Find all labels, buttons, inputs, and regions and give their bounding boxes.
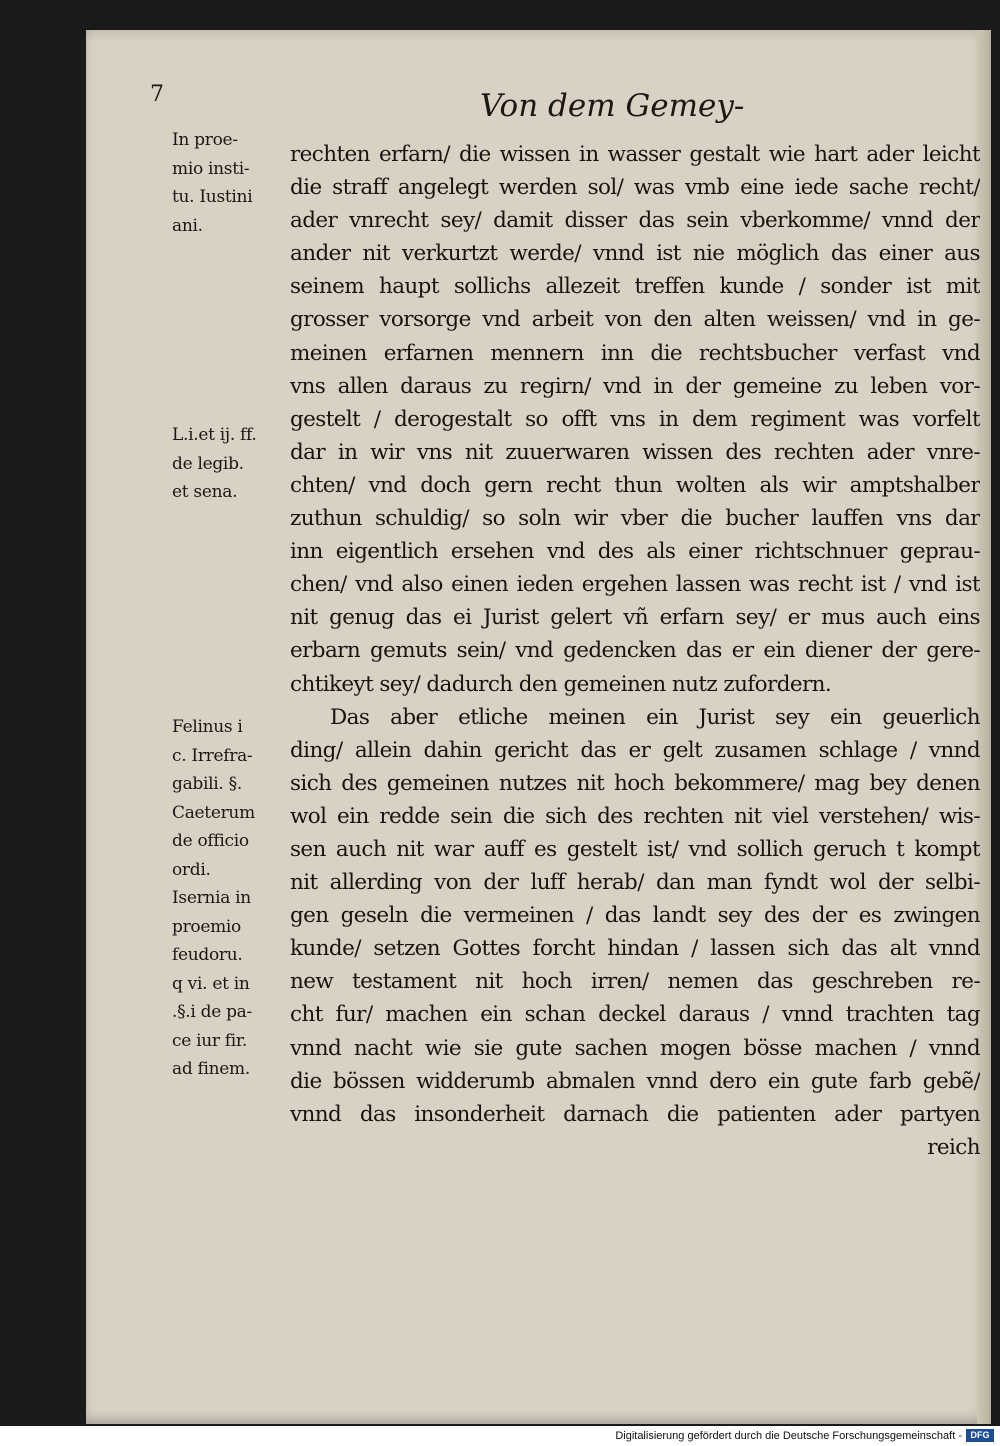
- text-line: chen/ vnd also einen ieden ergehen lassen was recht ist / vnd ist: [290, 572, 980, 598]
- footer-credit: Digitalisierung gefördert durch die Deutsche Forschungsgemeinschaft -: [615, 1430, 962, 1442]
- marginal-line: gabili. §.: [172, 774, 242, 794]
- page-number: 7: [150, 82, 164, 107]
- text-line: gestelt / derogestalt so offt vns in dem regiment was vorfelt: [290, 406, 980, 432]
- marginal-line: et sena.: [172, 482, 238, 502]
- text-line: erbarn gemuts sein/ vnd gedencken das er ein diener der gere-: [290, 638, 980, 664]
- marginal-line: proemio: [172, 916, 241, 937]
- text-line: ander nit verkurtzt werde/ vnnd ist nie möglich das einer aus: [290, 241, 980, 267]
- marginal-note-3: [172, 713, 290, 1084]
- catchword: reich: [927, 1134, 980, 1160]
- text-line: cht fur/ machen ein schan deckel daraus / vnnd trachten tag: [290, 1002, 980, 1028]
- text-line: die bössen widderumb abmalen vnnd dero ein gute farb gebẽ/: [290, 1068, 980, 1094]
- marginal-line: ani.: [172, 215, 203, 236]
- text-line: nit genug das ei Jurist gelert vñ erfarn sey/ er mus auch eins: [290, 605, 980, 631]
- text-line: Das aber etliche meinen ein Jurist sey ein geuerlich: [330, 704, 980, 730]
- marginal-line: tu. Iustini: [172, 187, 253, 207]
- text-line: seinem haupt sollichs allezeit treffen kunde / sonder ist mit: [290, 274, 980, 300]
- text-line: ader vnrecht sey/ damit disser das sein vberkomme/ vnnd der: [290, 208, 980, 234]
- marginal-line: ad finem.: [172, 1059, 250, 1079]
- body-text: [290, 138, 980, 1164]
- marginal-line: c. Irrefra-: [172, 745, 253, 766]
- marginal-line: In proe-: [172, 130, 238, 150]
- text-line: nit allerding von der luff herab/ dan man fyndt wol der selbi-: [290, 870, 980, 896]
- marginal-line: de officio: [172, 831, 249, 851]
- marginal-line: ordi.: [172, 859, 211, 880]
- text-line: sich des gemeinen nutzes nit hoch bekommere/ mag bey denen: [290, 770, 980, 796]
- marginal-note-1: [172, 126, 290, 240]
- marginal-line: feudoru.: [172, 945, 243, 965]
- text-line: sen auch nit war auff es gestelt ist/ vnd sollich geruch t kompt: [290, 836, 980, 862]
- marginal-line: de legib.: [172, 453, 244, 474]
- marginal-line: Caeterum: [172, 802, 255, 823]
- marginal-line: .§.i de pa-: [172, 1002, 252, 1022]
- text-line: new testament nit hoch irren/ nemen das geschreben re-: [290, 969, 980, 995]
- text-line: kunde/ setzen Gottes forcht hindan / lassen sich das alt vnnd: [290, 936, 980, 962]
- text-line: meinen erfarnen mennern inn die rechtsbucher verfast vnd: [290, 340, 980, 366]
- text-line: chten/ vnd doch gern recht thun wolten als wir amptshalber: [290, 472, 980, 498]
- marginal-line: mio insti-: [172, 158, 250, 179]
- text-line: chtikeyt sey/ dadurch den gemeinen nutz zufordern.: [290, 671, 832, 697]
- text-line: wol ein redde sein die sich des rechten nit viel verstehen/ wis-: [290, 803, 980, 829]
- marginal-line: Felinus i: [172, 717, 243, 737]
- text-line: vnnd das insonderheit darnach die patienten ader partyen: [290, 1101, 980, 1127]
- text-line: inn eigentlich ersehen vnd des als einer richtschnuer geprau-: [290, 539, 980, 565]
- marginal-line: q vi. et in: [172, 973, 250, 994]
- text-line: gen geseln die vermeinen / das landt sey des der es zwingen: [290, 903, 980, 929]
- text-line: grosser vorsorge vnd arbeit von den alten weissen/ vnd in ge-: [290, 307, 980, 333]
- text-line: vns allen daraus zu regirn/ vnd in der gemeine zu leben vor-: [290, 373, 980, 399]
- text-line: vnnd nacht wie sie gute sachen mogen bösse machen / vnnd: [290, 1035, 980, 1061]
- text-line: dar in wir vns nit zuuerwaren wissen des rechten ader vnre-: [290, 439, 980, 465]
- text-line: rechten erfarn/ die wissen in wasser gestalt wie hart ader leicht: [290, 142, 980, 167]
- marginal-line: L.i.et ij. ff.: [172, 425, 257, 445]
- marginal-line: Isernia in: [172, 888, 251, 908]
- dfg-logo-icon: DFG: [966, 1429, 994, 1442]
- text-line: zuthun schuldig/ so soln wir vber die bucher lauffen vns dar: [290, 506, 980, 532]
- marginal-line: ce iur fir.: [172, 1030, 247, 1051]
- text-line: die straff angelegt werden sol/ was vmb eine iede sache recht/: [290, 175, 980, 201]
- running-head: Von dem Gemey-: [480, 88, 745, 124]
- text-line: ding/ allein dahin gericht das er gelt zusamen schlage / vnnd: [290, 737, 980, 763]
- marginal-note-2: [172, 421, 290, 507]
